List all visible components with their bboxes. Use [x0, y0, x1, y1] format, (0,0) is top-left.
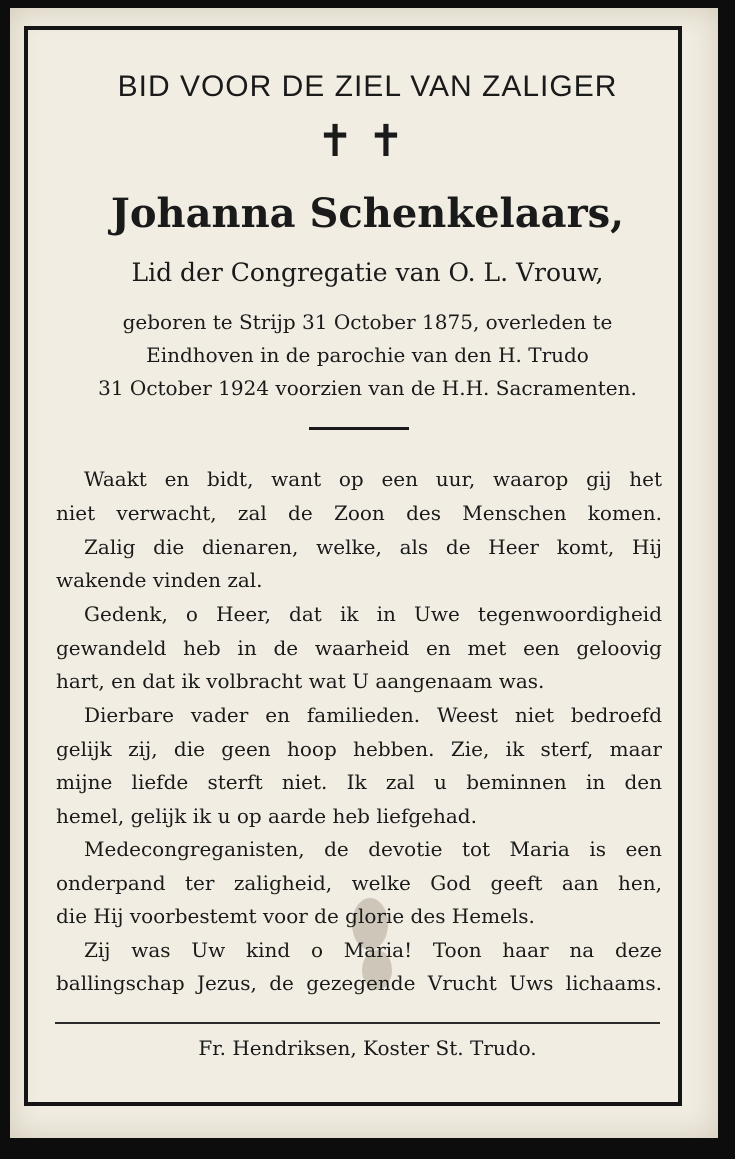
prayer-line: die Hij voorbestemt voor de glorie des Hemels.: [56, 904, 535, 928]
prayer-line: gewandeld heb in de waarheid en met een geloovig: [56, 636, 662, 660]
info-line: geboren te Strijp 31 October 1875, overleden te: [122, 310, 613, 334]
prayer-line: Gedenk, o Heer, dat ik in Uwe tegenwoordigheid: [84, 602, 662, 626]
prayer-line: wakende vinden zal.: [56, 568, 263, 592]
info-line: 31 October 1924 voorzien van de H.H. Sacramenten.: [98, 376, 637, 400]
footer-signature: Fr. Hendriksen, Koster St. Trudo.: [198, 1036, 537, 1060]
prayer-line: onderpand ter zaligheid, welke God geeft aan hen,: [56, 871, 662, 895]
prayer-line: Zij was Uw kind o Maria! Toon haar na deze: [84, 938, 662, 962]
prayer-line: Waakt en bidt, want op een uur, waarop gij het: [84, 467, 662, 491]
heading: BID VOOR DE ZIEL VAN ZALIGER: [117, 70, 618, 103]
prayer-line: mijne liefde sterft niet. Ik zal u beminnen in den: [56, 770, 662, 794]
crosses-icon: ✝✝: [316, 116, 419, 167]
divider: [309, 427, 409, 430]
info-line: Eindhoven in de parochie van den H. Trudo: [146, 343, 589, 367]
prayer-line: gelijk zij, die geen hoop hebben. Zie, ik sterf, maar: [56, 737, 662, 761]
prayer-line: Medecongreganisten, de devotie tot Maria is een: [84, 837, 662, 861]
prayer-line: ballingschap Jezus, de gezegende Vrucht Uws lichaams.: [56, 971, 662, 995]
deceased-name: Johanna Schenkelaars,: [110, 190, 625, 237]
prayer-line: hart, en dat ik volbracht wat U aangenaam was.: [56, 669, 545, 693]
prayer-line: Dierbare vader en familieden. Weest niet bedroefd: [84, 703, 662, 727]
prayer-line: niet verwacht, zal de Zoon des Menschen komen.: [56, 501, 662, 525]
footer-divider: [55, 1022, 660, 1024]
prayer-line: Zalig die dienaren, welke, als de Heer komt, Hij: [84, 535, 662, 559]
prayer-line: hemel, gelijk ik u op aarde heb liefgehad.: [56, 804, 477, 828]
membership-line: Lid der Congregatie van O. L. Vrouw,: [131, 258, 604, 287]
